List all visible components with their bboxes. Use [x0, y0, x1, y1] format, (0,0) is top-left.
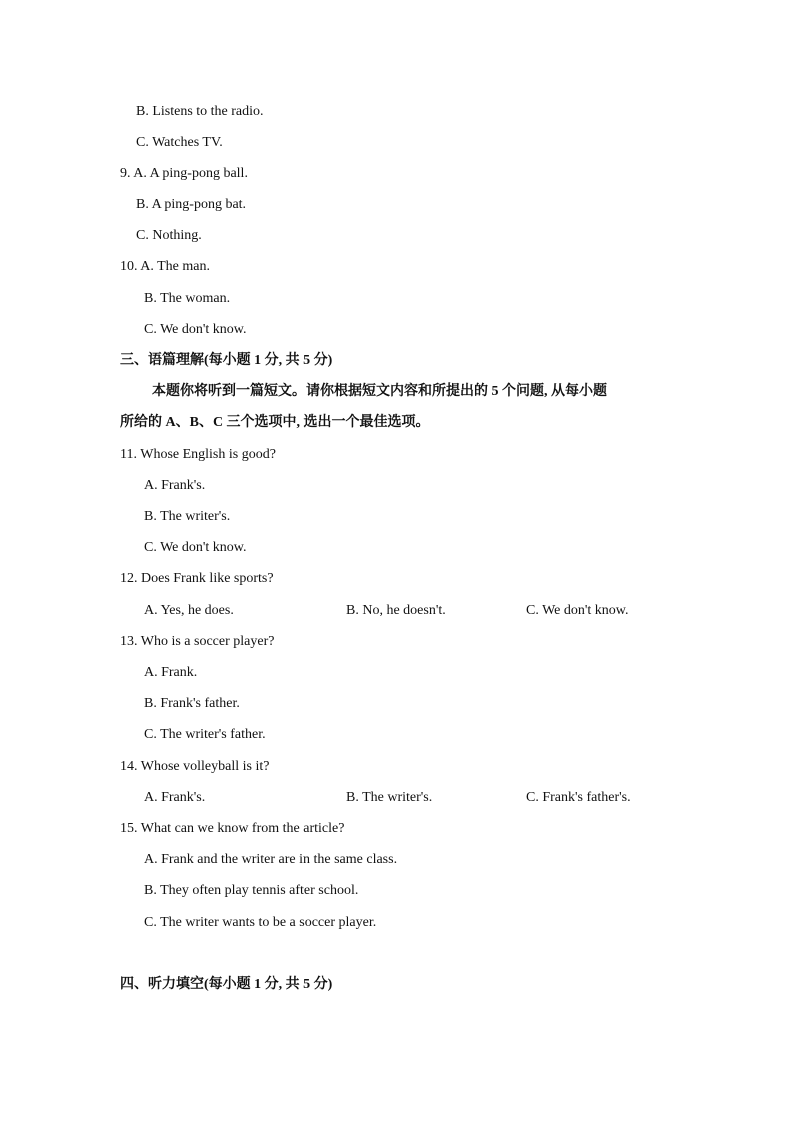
q12-option-c: C. We don't know. [526, 603, 629, 618]
section-3-heading: 三、语篇理解(每小题 1 分, 共 5 分) [120, 353, 333, 368]
q14-option-c: C. Frank's father's. [526, 790, 631, 805]
q11-option-a: A. Frank's. [144, 478, 206, 493]
q9-option-a: 9. A. A ping-pong ball. [120, 166, 248, 181]
section-3-instructions-line2: 所给的 A、B、C 三个选项中, 选出一个最佳选项。 [120, 415, 430, 430]
q15-option-a: A. Frank and the writer are in the same class. [144, 852, 398, 867]
q13-stem: 13. Who is a soccer player? [120, 634, 275, 649]
q8-option-c: C. Watches TV. [136, 135, 223, 150]
q13-option-b: B. Frank's father. [144, 696, 240, 711]
q9-option-c: C. Nothing. [136, 228, 202, 243]
q13-option-c: C. The writer's father. [144, 727, 266, 742]
q8-option-b: B. Listens to the radio. [136, 104, 264, 119]
q12-stem: 12. Does Frank like sports? [120, 571, 274, 586]
q11-option-c: C. We don't know. [144, 540, 247, 555]
q10-option-a: 10. A. The man. [120, 259, 210, 274]
q9-option-b: B. A ping-pong bat. [136, 197, 247, 212]
q15-option-b: B. They often play tennis after school. [144, 883, 359, 898]
q15-stem: 15. What can we know from the article? [120, 821, 345, 836]
q14-option-a: A. Frank's. [144, 790, 206, 805]
q14-option-b: B. The writer's. [346, 790, 433, 805]
q10-option-b: B. The woman. [144, 291, 231, 306]
q11-stem: 11. Whose English is good? [120, 447, 276, 462]
q10-option-c: C. We don't know. [144, 322, 247, 337]
q12-option-b: B. No, he doesn't. [346, 603, 446, 618]
q13-option-a: A. Frank. [144, 665, 198, 680]
q14-stem: 14. Whose volleyball is it? [120, 759, 270, 774]
q12-option-a: A. Yes, he does. [144, 603, 234, 618]
q15-option-c: C. The writer wants to be a soccer player. [144, 915, 377, 930]
section-4-heading: 四、听力填空(每小题 1 分, 共 5 分) [120, 977, 333, 992]
q11-option-b: B. The writer's. [144, 509, 231, 524]
section-3-instructions-line1: 本题你将听到一篇短文。请你根据短文内容和所提出的 5 个问题, 从每小题 [152, 384, 607, 399]
